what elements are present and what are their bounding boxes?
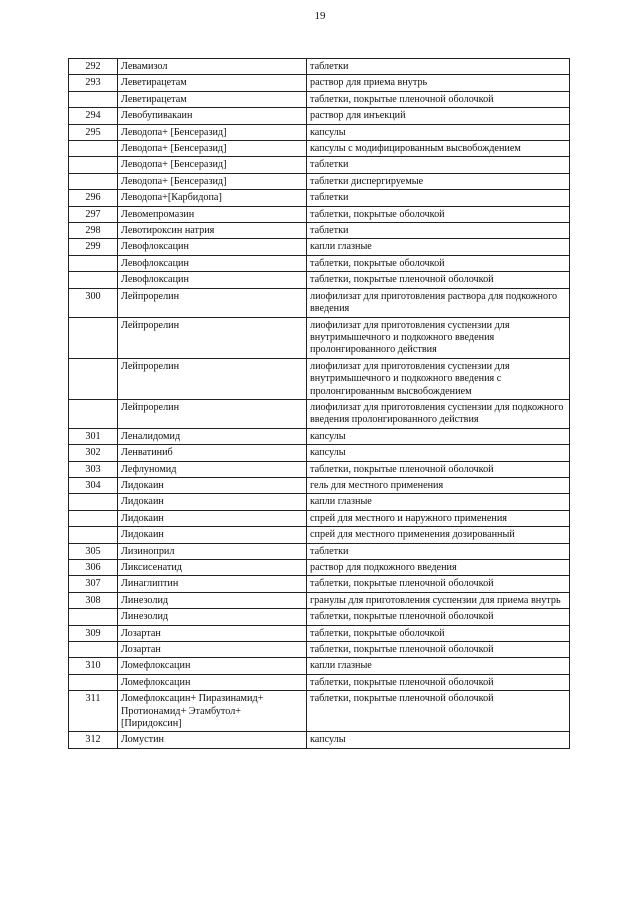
dosage-form: таблетки, покрытые пленочной оболочкой — [307, 642, 570, 658]
table-row — [69, 124, 570, 140]
dosage-form: лиофилизат для приготовления суспензии для внутримышечного и подкожного введения с пролонгированным высвобождением — [307, 358, 570, 399]
drug-name: Левобупивакаин — [118, 108, 307, 124]
row-number — [69, 399, 118, 428]
row-number: 301 — [69, 428, 118, 444]
dosage-form: раствор для инъекций — [307, 108, 570, 124]
dosage-form: таблетки, покрытые пленочной оболочкой — [307, 674, 570, 690]
page-number: 19 — [314, 10, 326, 22]
table-row — [69, 592, 570, 608]
dosage-form: раствор для подкожного введения — [307, 560, 570, 576]
dosage-form: спрей для местного и наружного применения — [307, 510, 570, 526]
row-number — [69, 494, 118, 510]
table-row — [69, 691, 570, 732]
dosage-form: капсулы — [307, 124, 570, 140]
table-row — [69, 674, 570, 690]
row-number — [69, 358, 118, 399]
dosage-form: капли глазные — [307, 239, 570, 255]
row-number — [69, 317, 118, 358]
table-row — [69, 658, 570, 674]
table-row — [69, 399, 570, 428]
dosage-form: гранулы для приготовления суспензии для приема внутрь — [307, 592, 570, 608]
row-number — [69, 674, 118, 690]
dosage-form: таблетки — [307, 543, 570, 559]
row-number: 306 — [69, 560, 118, 576]
dosage-form: капли глазные — [307, 658, 570, 674]
table-row — [69, 288, 570, 317]
row-number — [69, 255, 118, 271]
table-row — [69, 445, 570, 461]
drug-name: Ленватиниб — [118, 445, 307, 461]
drug-name: Линезолид — [118, 592, 307, 608]
dosage-form: таблетки, покрытые пленочной оболочкой — [307, 576, 570, 592]
drug-name: Лозартан — [118, 625, 307, 641]
row-number — [69, 609, 118, 625]
drug-name: Ломефлоксацин — [118, 674, 307, 690]
table-row — [69, 494, 570, 510]
drug-name: Леветирацетам — [118, 91, 307, 107]
table-row — [69, 157, 570, 173]
row-number: 297 — [69, 206, 118, 222]
table-row — [69, 255, 570, 271]
dosage-form: раствор для приема внутрь — [307, 75, 570, 91]
row-number: 302 — [69, 445, 118, 461]
drug-table — [68, 58, 570, 749]
table-row — [69, 510, 570, 526]
row-number: 294 — [69, 108, 118, 124]
row-number: 296 — [69, 190, 118, 206]
row-number — [69, 527, 118, 543]
row-number: 295 — [69, 124, 118, 140]
row-number: 309 — [69, 625, 118, 641]
table-row — [69, 223, 570, 239]
drug-name: Леводопа+ [Бенсеразид] — [118, 141, 307, 157]
drug-name: Лефлуномид — [118, 461, 307, 477]
row-number: 303 — [69, 461, 118, 477]
drug-name: Ломефлоксацин — [118, 658, 307, 674]
drug-name: Левамизол — [118, 59, 307, 75]
drug-name: Лейпрорелин — [118, 288, 307, 317]
table-row — [69, 91, 570, 107]
table-row — [69, 272, 570, 288]
dosage-form: капсулы — [307, 732, 570, 748]
table-row — [69, 206, 570, 222]
row-number: 308 — [69, 592, 118, 608]
dosage-form: капсулы — [307, 445, 570, 461]
drug-name: Ломефлоксацин+ Пиразинамид+ Протионамид+ Этамбутол+ [Пиридоксин] — [118, 691, 307, 732]
table-row — [69, 141, 570, 157]
table-row — [69, 527, 570, 543]
dosage-form: таблетки, покрытые пленочной оболочкой — [307, 91, 570, 107]
table-row — [69, 560, 570, 576]
table-row — [69, 239, 570, 255]
table-row — [69, 461, 570, 477]
drug-name: Левофлоксацин — [118, 272, 307, 288]
dosage-form: таблетки — [307, 223, 570, 239]
table-row — [69, 625, 570, 641]
table-row — [69, 642, 570, 658]
drug-name: Линаглиптин — [118, 576, 307, 592]
row-number: 307 — [69, 576, 118, 592]
drug-name: Линезолид — [118, 609, 307, 625]
drug-name: Левомепромазин — [118, 206, 307, 222]
table-row — [69, 190, 570, 206]
table-row — [69, 173, 570, 189]
drug-name: Левофлоксацин — [118, 239, 307, 255]
dosage-form: таблетки, покрытые оболочкой — [307, 255, 570, 271]
row-number: 293 — [69, 75, 118, 91]
drug-name: Леводопа+[Карбидопа] — [118, 190, 307, 206]
row-number: 312 — [69, 732, 118, 748]
dosage-form: капли глазные — [307, 494, 570, 510]
table-row — [69, 576, 570, 592]
dosage-form: таблетки — [307, 190, 570, 206]
table-row — [69, 358, 570, 399]
drug-name: Леводопа+ [Бенсеразид] — [118, 173, 307, 189]
dosage-form: спрей для местного применения дозированный — [307, 527, 570, 543]
drug-name: Леводопа+ [Бенсеразид] — [118, 157, 307, 173]
dosage-form: лиофилизат для приготовления суспензии для внутримышечного и подкожного введения пролонгированного действия — [307, 317, 570, 358]
row-number — [69, 173, 118, 189]
dosage-form: таблетки, покрытые пленочной оболочкой — [307, 609, 570, 625]
drug-name: Лейпрорелин — [118, 358, 307, 399]
table-row — [69, 59, 570, 75]
dosage-form: таблетки, покрытые оболочкой — [307, 625, 570, 641]
drug-name: Лидокаин — [118, 510, 307, 526]
row-number: 310 — [69, 658, 118, 674]
table-row — [69, 317, 570, 358]
row-number — [69, 91, 118, 107]
drug-name: Лейпрорелин — [118, 317, 307, 358]
table-row — [69, 732, 570, 748]
table-row — [69, 609, 570, 625]
dosage-form: таблетки — [307, 157, 570, 173]
drug-name: Лизиноприл — [118, 543, 307, 559]
row-number: 311 — [69, 691, 118, 732]
row-number — [69, 141, 118, 157]
table-row — [69, 477, 570, 493]
table-row — [69, 543, 570, 559]
drug-name: Левотироксин натрия — [118, 223, 307, 239]
row-number: 292 — [69, 59, 118, 75]
dosage-form: таблетки, покрытые оболочкой — [307, 206, 570, 222]
row-number — [69, 272, 118, 288]
row-number: 298 — [69, 223, 118, 239]
drug-name: Лидокаин — [118, 477, 307, 493]
row-number: 300 — [69, 288, 118, 317]
table-row — [69, 75, 570, 91]
dosage-form: лиофилизат для приготовления суспензии для подкожного введения пролонгированного действия — [307, 399, 570, 428]
drug-name: Лейпрорелин — [118, 399, 307, 428]
drug-name: Ломустин — [118, 732, 307, 748]
table-row — [69, 108, 570, 124]
drug-name: Лозартан — [118, 642, 307, 658]
drug-name: Лидокаин — [118, 527, 307, 543]
dosage-form: таблетки — [307, 59, 570, 75]
row-number: 299 — [69, 239, 118, 255]
row-number — [69, 510, 118, 526]
drug-name: Ликсисенатид — [118, 560, 307, 576]
dosage-form: таблетки, покрытые пленочной оболочкой — [307, 461, 570, 477]
drug-name: Леветирацетам — [118, 75, 307, 91]
drug-name: Левофлоксацин — [118, 255, 307, 271]
dosage-form: таблетки диспергируемые — [307, 173, 570, 189]
dosage-form: лиофилизат для приготовления раствора для подкожного введения — [307, 288, 570, 317]
drug-name: Леналидомид — [118, 428, 307, 444]
dosage-form: капсулы — [307, 428, 570, 444]
row-number: 304 — [69, 477, 118, 493]
dosage-form: капсулы с модифицированным высвобождением — [307, 141, 570, 157]
table-row — [69, 428, 570, 444]
row-number: 305 — [69, 543, 118, 559]
drug-name: Леводопа+ [Бенсеразид] — [118, 124, 307, 140]
dosage-form: гель для местного применения — [307, 477, 570, 493]
dosage-form: таблетки, покрытые пленочной оболочкой — [307, 272, 570, 288]
dosage-form: таблетки, покрытые пленочной оболочкой — [307, 691, 570, 732]
row-number — [69, 157, 118, 173]
drug-name: Лидокаин — [118, 494, 307, 510]
row-number — [69, 642, 118, 658]
